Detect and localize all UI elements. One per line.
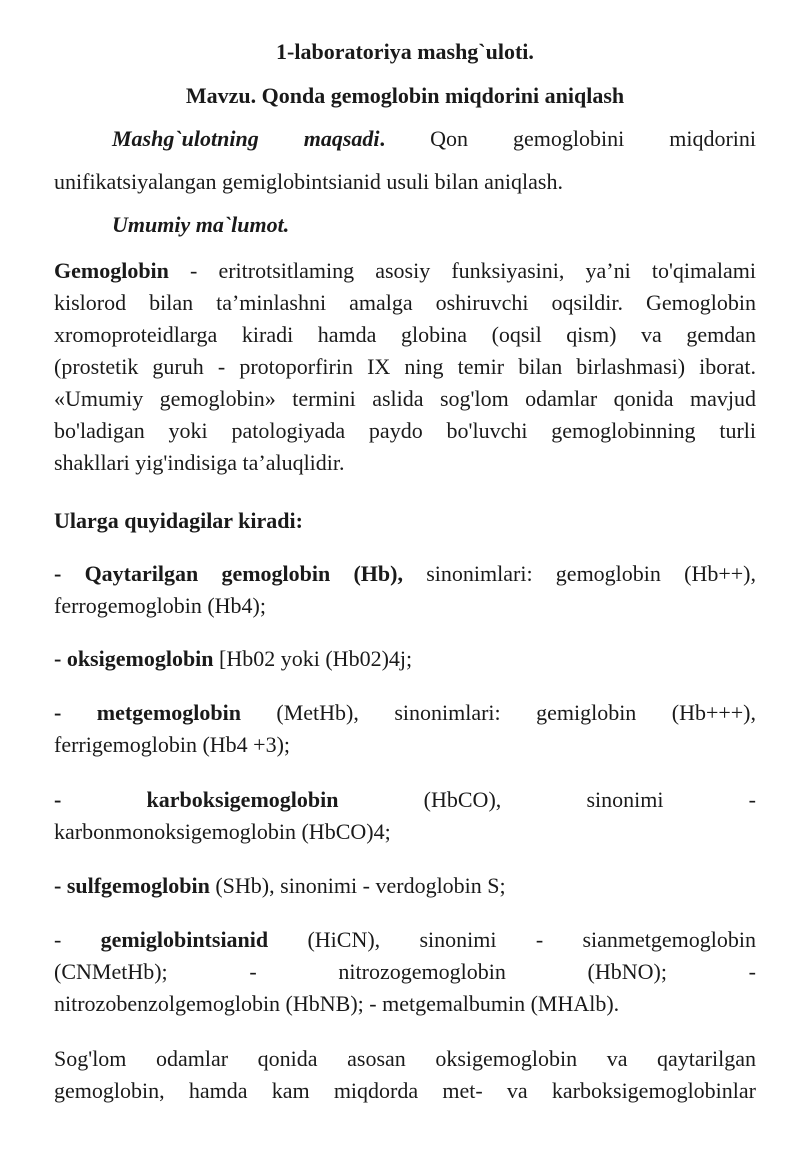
item-text: (HbCO), sinonimi -: [423, 787, 757, 812]
intro-line-2: kislorod bilan ta’minlashni amalga oshiruvchi oqsildir. Gemoglobin: [54, 290, 756, 315]
intro-line-3: xromoproteidlarga kiradi hamda globina (oqsil qism) va gemdan: [54, 322, 756, 347]
list-item-reduced-hb-line-2: ferrogemoglobin (Hb4);: [54, 593, 266, 618]
topic-title: Mavzu. Qonda gemoglobin miqdorini aniqlash: [185, 83, 625, 108]
list-item-reduced-hb: [54, 558, 756, 590]
intro-line-6: bo'ladigan yoki patologiyada paydo bo'luvchi gemoglobinning turli: [54, 418, 756, 443]
item-text: (HiCN), sinonimi - sianmetgemoglobin: [268, 927, 756, 952]
list-item-carboxyhemoglobin-line-2: karbonmonoksigemoglobin (HbCO)4;: [54, 819, 391, 844]
goal-dot: .: [379, 126, 386, 151]
list-item-cyanmethemoglobin: [54, 924, 756, 956]
list-item-methemoglobin: [54, 697, 756, 729]
item-term: - sulfgemoglobin: [54, 873, 210, 898]
list-item-oxyhemoglobin: [54, 643, 756, 675]
general-heading: Umumiy ma`lumot.: [112, 212, 290, 237]
item-term: gemiglobintsianid: [100, 927, 269, 952]
intro-text-1: - eritrotsitlaming asosiy funksiyasini, ya’ni to'qimalami: [168, 258, 756, 283]
intro-term: Gemoglobin: [54, 258, 169, 283]
item-dash: -: [54, 927, 62, 952]
item-text: (SHb), sinonimi - verdoglobin S;: [209, 873, 506, 898]
goal-line-1: [112, 123, 756, 155]
intro-line-1: [54, 255, 756, 287]
item-term: karboksigemoglobin: [146, 787, 339, 812]
list-heading: Ularga quyidagilar kiradi:: [54, 508, 303, 533]
goal-label: Mashg`ulotning maqsadi: [112, 126, 380, 151]
list-item-carboxyhemoglobin: [54, 784, 756, 816]
list-item-cyanmethemoglobin-line-2: (CNMetHb); - nitrozogemoglobin (HbNO); -: [54, 959, 756, 984]
item-term: - Qaytarilgan gemoglobin (Hb),: [54, 561, 403, 586]
item-text: (MetHb), sinonimlari: gemiglobin (Hb+++),: [240, 700, 756, 725]
list-item-sulfhemoglobin: [54, 870, 756, 902]
intro-line-7: shakllari yig'indisiga ta’aluqlidir.: [54, 450, 345, 475]
goal-text-1: Qon gemoglobini miqdorini: [430, 126, 757, 151]
item-term: - metgemoglobin: [54, 700, 241, 725]
item-text: [Hb02 yoki (Hb02)4j;: [213, 646, 413, 671]
item-dash: -: [54, 787, 62, 812]
list-item-cyanmethemoglobin-line-3: nitrozobenzolgemoglobin (HbNB); - metgemalbumin (MHAlb).: [54, 991, 620, 1016]
item-text: sinonimlari: gemoglobin (Hb++),: [403, 561, 756, 586]
lab-title: 1-laboratoriya mashg`uloti.: [276, 39, 534, 64]
item-term: - oksigemoglobin: [54, 646, 214, 671]
intro-line-5: «Umumiy gemoglobin» termini aslida sog'lom odamlar qonida mavjud: [54, 386, 756, 411]
list-item-methemoglobin-line-2: ferrigemoglobin (Hb4 +3);: [54, 732, 291, 757]
goal-line-2: unifikatsiyalangan gemiglobintsianid usuli bilan aniqlash.: [54, 169, 563, 194]
closing-line-2: gemoglobin, hamda kam miqdorda met- va karboksigemoglobinlar: [54, 1078, 756, 1103]
closing-line-1: Sog'lom odamlar qonida asosan oksigemoglobin va qaytarilgan: [54, 1046, 756, 1071]
intro-line-4: (prostetik guruh - protoporfirin IX ning temir bilan birlashmasi) iborat.: [54, 354, 756, 379]
